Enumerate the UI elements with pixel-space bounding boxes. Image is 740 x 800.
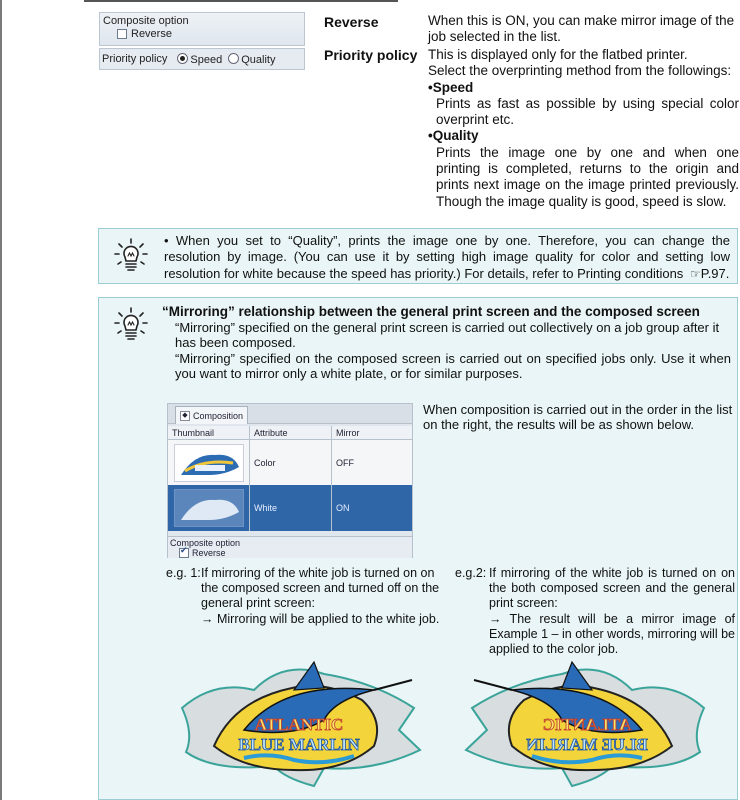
composition-note: When composition is carried out in the order in the list on the right, the results will be as shown below. xyxy=(423,402,733,432)
row-mirror: ON xyxy=(336,503,350,513)
priority-policy-term: Priority policy xyxy=(324,47,418,63)
mirroring-para-composed: “Mirroring” specified on the composed screen is carried out on specified jobs only. Use it when you want to mirror only a white plate, or for similar purposes. xyxy=(175,350,731,382)
mirroring-title: “Mirroring” relationship between the general print screen and the composed screen xyxy=(162,304,700,319)
composition-tab-bar xyxy=(168,404,412,424)
speed-heading: •Speed xyxy=(428,79,474,95)
example-1-result: → Mirroring will be applied to the white job. xyxy=(201,611,440,626)
speed-radio[interactable] xyxy=(177,53,188,64)
tip-quality-text xyxy=(164,233,730,282)
reverse-desc-text: When this is ON, you can make mirror image of the job selected in the list. xyxy=(428,13,735,45)
composite-option-footer xyxy=(168,536,412,558)
settings-panel-screenshot xyxy=(99,12,305,68)
column-divider xyxy=(331,426,332,531)
quality-description: Prints the image one by one and when one printing is completed, returns to the origin and prints next image on the image printed previously. Though the image quality is good, speed is slow. xyxy=(436,144,739,209)
priority-description xyxy=(428,47,739,210)
speed-description: Prints as fast as possible by using special color overprint etc. xyxy=(436,95,739,128)
lightbulb-icon xyxy=(113,237,149,273)
logo-text-line2-mirrored: BLUE MARLIN xyxy=(526,735,648,754)
logo-text-line1: ATLANTIC xyxy=(254,715,344,734)
blue-marlin-logo-normal xyxy=(174,660,424,790)
logo-text-line1-mirrored: ATLANTIC xyxy=(542,715,632,734)
reverse-checkbox[interactable] xyxy=(117,29,127,39)
priority-policy-label: Priority policy xyxy=(102,53,168,65)
composite-option-label: Composite option xyxy=(103,15,189,27)
composition-panel-screenshot xyxy=(167,403,413,558)
reverse-label: Reverse xyxy=(192,548,226,558)
speed-label: Speed xyxy=(190,53,223,66)
example-1-condition: If mirroring of the white job is turned on on the composed screen and turned off on the general print screen: xyxy=(201,566,440,611)
reverse-checkbox-checked[interactable] xyxy=(179,548,189,558)
speed-option[interactable] xyxy=(177,53,222,66)
white-job-thumbnail xyxy=(174,489,244,527)
example-2-condition: If mirroring of the white job is turned on on the both composed screen and the general print screen: xyxy=(489,566,735,611)
composition-tab-label: Composition xyxy=(193,410,244,421)
tip-box-quality xyxy=(98,228,738,284)
priority-policy-group xyxy=(99,48,305,70)
color-job-thumbnail xyxy=(174,444,244,482)
row-attribute: Color xyxy=(254,458,276,468)
composition-tab-icon: ◆ xyxy=(180,411,190,421)
example-2-text xyxy=(489,566,735,657)
example-2-result: → The result will be a mirror image of Example 1 – in other words, mirroring will be applied to the color job. xyxy=(489,611,735,657)
page-reference-link[interactable]: P.97. xyxy=(700,265,730,281)
quality-heading: •Quality xyxy=(428,128,479,144)
quality-label: Quality xyxy=(241,53,276,66)
example-1-text xyxy=(201,566,449,627)
quality-radio[interactable] xyxy=(228,53,239,64)
tip-quality-body: • When you set to “Quality”, prints the image one by one. Therefore, you can change the resolution by image. (You can use it by setting high image quality for color and setting low resolution for white because the speed has priority.) For details, refer to Printing conditions xyxy=(164,233,730,281)
priority-desc-line2: Select the overprinting method from the followings: xyxy=(428,63,732,79)
blue-marlin-logo-mirrored xyxy=(462,660,712,790)
example-1-label: e.g. 1: xyxy=(166,566,201,580)
table-row-selected[interactable] xyxy=(168,485,412,531)
reverse-description xyxy=(428,13,739,46)
example-2-label: e.g.2: xyxy=(455,566,487,580)
col-attribute: Attribute xyxy=(254,428,288,438)
composite-option-label: Composite option xyxy=(170,538,241,548)
table-top-rule xyxy=(84,0,398,2)
quality-option[interactable] xyxy=(228,53,275,66)
row-attribute: White xyxy=(254,503,278,513)
table-row[interactable] xyxy=(168,440,412,485)
tab-composition[interactable] xyxy=(175,406,248,424)
lightbulb-icon xyxy=(113,306,149,342)
priority-desc-line1: This is displayed only for the flatbed printer. xyxy=(428,47,688,62)
pointing-hand-icon: ☞ xyxy=(689,266,701,281)
col-thumbnail: Thumbnail xyxy=(172,428,215,438)
composite-option-group xyxy=(99,12,305,46)
page-edge xyxy=(0,0,2,800)
column-divider xyxy=(249,426,250,531)
logo-text-line2: BLUE MARLIN xyxy=(238,735,360,754)
reverse-label: Reverse xyxy=(131,28,172,40)
col-mirror: Mirror xyxy=(336,428,360,438)
mirroring-body xyxy=(175,320,731,382)
row-mirror: OFF xyxy=(336,458,354,468)
reverse-term: Reverse xyxy=(324,14,379,30)
composition-table-header xyxy=(168,426,412,440)
mirroring-para-general: “Mirroring” specified on the general print screen is carried out collectively on a job group after it has been composed. xyxy=(175,320,720,351)
